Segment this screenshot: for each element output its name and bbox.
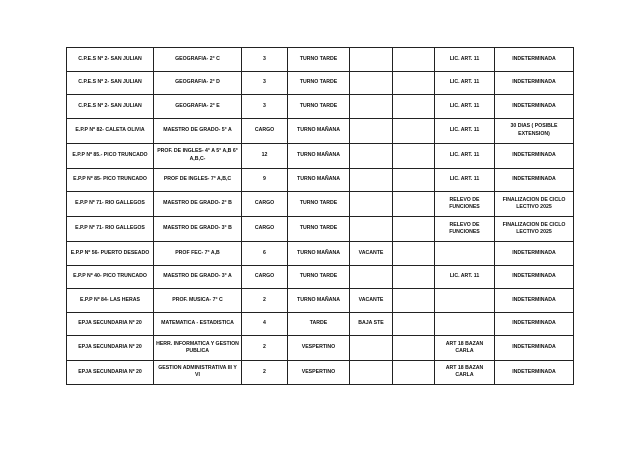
- reason-cell: ART 18 BAZAN CARLA: [435, 361, 495, 385]
- status-cell: [350, 168, 393, 192]
- shift-cell: TURNO MAÑANA: [288, 118, 350, 143]
- duration-cell: INDETERMINADA: [495, 289, 574, 313]
- shift-cell: TURNO TARDE: [288, 48, 350, 72]
- duration-cell: FINALIZACION DE CICLO LECTIVO 2025: [495, 192, 574, 217]
- table-row: [67, 71, 574, 95]
- school-cell: E.P.P Nº 71- RIO GALLEGOS: [67, 217, 154, 242]
- table-row: [67, 336, 574, 361]
- subject-cell: MAESTRO DE GRADO- 3° A: [154, 265, 242, 289]
- vacancy-sheet: [66, 47, 573, 385]
- blank-cell: [393, 192, 435, 217]
- status-cell: [350, 361, 393, 385]
- hours-cell: 3: [242, 95, 288, 119]
- blank-cell: [393, 143, 435, 168]
- duration-cell: INDETERMINADA: [495, 48, 574, 72]
- hours-cell: 12: [242, 143, 288, 168]
- blank-cell: [393, 361, 435, 385]
- duration-cell: INDETERMINADA: [495, 361, 574, 385]
- hours-cell: CARGO: [242, 118, 288, 143]
- status-cell: [350, 118, 393, 143]
- status-cell: VACANTE: [350, 289, 393, 313]
- reason-cell: RELEVO DE FUNCIONES: [435, 217, 495, 242]
- duration-cell: INDETERMINADA: [495, 265, 574, 289]
- status-cell: [350, 95, 393, 119]
- reason-cell: LIC. ART. 11: [435, 143, 495, 168]
- duration-cell: INDETERMINADA: [495, 168, 574, 192]
- school-cell: EPJA SECUNDARIA Nº 20: [67, 312, 154, 336]
- shift-cell: TURNO TARDE: [288, 265, 350, 289]
- school-cell: E.P.P Nº 85- PICO TRUNCADO: [67, 168, 154, 192]
- status-cell: VACANTE: [350, 242, 393, 266]
- reason-cell: LIC. ART. 11: [435, 48, 495, 72]
- blank-cell: [393, 168, 435, 192]
- subject-cell: PROF DE INGLES- 7° A,B,C: [154, 168, 242, 192]
- reason-cell: LIC. ART. 11: [435, 168, 495, 192]
- shift-cell: VESPERTINO: [288, 361, 350, 385]
- blank-cell: [393, 48, 435, 72]
- status-cell: [350, 192, 393, 217]
- subject-cell: GEOGRAFIA- 2° C: [154, 48, 242, 72]
- hours-cell: 9: [242, 168, 288, 192]
- shift-cell: TURNO TARDE: [288, 95, 350, 119]
- blank-cell: [393, 289, 435, 313]
- table-row: [67, 48, 574, 72]
- blank-cell: [393, 336, 435, 361]
- shift-cell: TURNO MAÑANA: [288, 168, 350, 192]
- subject-cell: PROF. MUSICA- 7° C: [154, 289, 242, 313]
- school-cell: EPJA SECUNDARIA Nº 20: [67, 361, 154, 385]
- subject-cell: GEOGRAFIA- 2° E: [154, 95, 242, 119]
- table-row: [67, 242, 574, 266]
- reason-cell: ART 18 BAZAN CARLA: [435, 336, 495, 361]
- duration-cell: INDETERMINADA: [495, 95, 574, 119]
- school-cell: C.P.E.S Nº 2- SAN JULIAN: [67, 48, 154, 72]
- table-row: [67, 95, 574, 119]
- status-cell: BAJA STE: [350, 312, 393, 336]
- status-cell: [350, 217, 393, 242]
- school-cell: E.P.P Nº 85.- PICO TRUNCADO: [67, 143, 154, 168]
- blank-cell: [393, 95, 435, 119]
- duration-cell: INDETERMINADA: [495, 336, 574, 361]
- table-row: [67, 361, 574, 385]
- shift-cell: TURNO TARDE: [288, 71, 350, 95]
- status-cell: [350, 48, 393, 72]
- subject-cell: MAESTRO DE GRADO- 2° B: [154, 192, 242, 217]
- table-row: [67, 192, 574, 217]
- reason-cell: LIC. ART. 11: [435, 95, 495, 119]
- hours-cell: CARGO: [242, 217, 288, 242]
- school-cell: EPJA SECUNDARIA Nº 20: [67, 336, 154, 361]
- subject-cell: GEOGRAFIA- 2° D: [154, 71, 242, 95]
- school-cell: C.P.E.S Nº 2- SAN JULIAN: [67, 95, 154, 119]
- status-cell: [350, 71, 393, 95]
- duration-cell: INDETERMINADA: [495, 71, 574, 95]
- hours-cell: 4: [242, 312, 288, 336]
- subject-cell: PROF. DE INGLES- 4° A 5° A,B 6° A,B,C-: [154, 143, 242, 168]
- hours-cell: 3: [242, 48, 288, 72]
- school-cell: C.P.E.S Nº 2- SAN JULIAN: [67, 71, 154, 95]
- blank-cell: [393, 312, 435, 336]
- blank-cell: [393, 118, 435, 143]
- blank-cell: [393, 71, 435, 95]
- hours-cell: 2: [242, 336, 288, 361]
- hours-cell: CARGO: [242, 265, 288, 289]
- reason-cell: LIC. ART. 11: [435, 71, 495, 95]
- hours-cell: 6: [242, 242, 288, 266]
- school-cell: E.P.P Nº 84- LAS HERAS: [67, 289, 154, 313]
- shift-cell: TURNO MAÑANA: [288, 242, 350, 266]
- school-cell: E.P.P Nº 71- RIO GALLEGOS: [67, 192, 154, 217]
- reason-cell: RELEVO DE FUNCIONES: [435, 192, 495, 217]
- reason-cell: [435, 242, 495, 266]
- school-cell: E.P.P Nº 82- CALETA OLIVIA: [67, 118, 154, 143]
- reason-cell: LIC. ART. 11: [435, 118, 495, 143]
- status-cell: [350, 265, 393, 289]
- hours-cell: 2: [242, 289, 288, 313]
- blank-cell: [393, 217, 435, 242]
- status-cell: [350, 336, 393, 361]
- table-row: [67, 168, 574, 192]
- hours-cell: 2: [242, 361, 288, 385]
- reason-cell: LIC. ART. 11: [435, 265, 495, 289]
- duration-cell: INDETERMINADA: [495, 242, 574, 266]
- shift-cell: TURNO TARDE: [288, 192, 350, 217]
- vacancy-table: [66, 47, 574, 385]
- shift-cell: VESPERTINO: [288, 336, 350, 361]
- shift-cell: TARDE: [288, 312, 350, 336]
- shift-cell: TURNO MAÑANA: [288, 143, 350, 168]
- blank-cell: [393, 242, 435, 266]
- subject-cell: MAESTRO DE GRADO- 3° B: [154, 217, 242, 242]
- table-row: [67, 265, 574, 289]
- duration-cell: INDETERMINADA: [495, 143, 574, 168]
- table-row: [67, 118, 574, 143]
- subject-cell: MATEMATICA - ESTADISTICA: [154, 312, 242, 336]
- duration-cell: INDETERMINADA: [495, 312, 574, 336]
- school-cell: E.P.P Nº 56- PUERTO DESEADO: [67, 242, 154, 266]
- reason-cell: [435, 289, 495, 313]
- subject-cell: PROF FEC- 7° A,B: [154, 242, 242, 266]
- shift-cell: TURNO MAÑANA: [288, 289, 350, 313]
- duration-cell: 30 DIAS ( POSIBLE EXTENSION): [495, 118, 574, 143]
- status-cell: [350, 143, 393, 168]
- table-row: [67, 312, 574, 336]
- school-cell: E.P.P Nº 40- PICO TRUNCADO: [67, 265, 154, 289]
- blank-cell: [393, 265, 435, 289]
- subject-cell: GESTION ADMINISTRATIVA III Y VI: [154, 361, 242, 385]
- reason-cell: [435, 312, 495, 336]
- table-row: [67, 143, 574, 168]
- shift-cell: TURNO TARDE: [288, 217, 350, 242]
- subject-cell: HERR. INFORMATICA Y GESTION PUBLICA: [154, 336, 242, 361]
- table-row: [67, 217, 574, 242]
- subject-cell: MAESTRO DE GRADO- 5° A: [154, 118, 242, 143]
- table-body: [67, 48, 574, 385]
- hours-cell: CARGO: [242, 192, 288, 217]
- table-row: [67, 289, 574, 313]
- hours-cell: 3: [242, 71, 288, 95]
- duration-cell: FINALIZACION DE CICLO LECTIVO 2025: [495, 217, 574, 242]
